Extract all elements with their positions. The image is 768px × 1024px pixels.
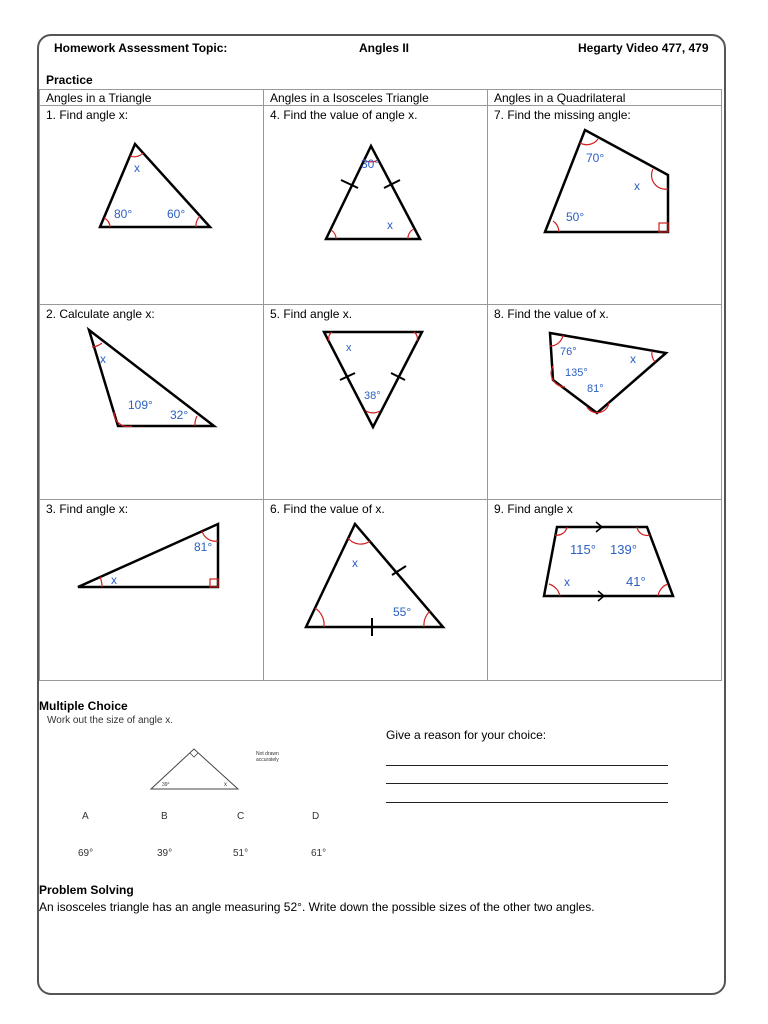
problem-solving-text: An isosceles triangle has an angle measuring 52°. Write down the possible sizes of the other two angles.: [39, 900, 595, 914]
reason-prompt: Give a reason for your choice:: [386, 728, 547, 742]
column-header: Angles in a Triangle: [46, 91, 152, 105]
column-divider: [487, 89, 488, 681]
svg-text:x: x: [634, 179, 640, 193]
question-label: 9. Find angle x: [494, 502, 573, 516]
svg-text:139°: 139°: [610, 542, 637, 557]
svg-text:30°: 30°: [361, 157, 380, 171]
topic-label: Homework Assessment Topic:: [54, 41, 228, 55]
q8-quadrilateral-figure: [545, 328, 670, 418]
svg-text:x: x: [564, 575, 570, 589]
svg-text:80°: 80°: [114, 207, 133, 221]
svg-text:x: x: [352, 556, 358, 570]
q1-triangle-figure: [90, 135, 220, 235]
svg-text:41°: 41°: [626, 574, 646, 589]
svg-text:115°: 115°: [570, 542, 596, 557]
q3-right-triangle-figure: [72, 520, 224, 594]
question-label: 1. Find angle x:: [46, 108, 129, 122]
q2-obtuse-triangle-figure: [82, 325, 222, 433]
row-divider: [39, 105, 722, 106]
svg-text:135°: 135°: [565, 367, 588, 379]
q7-quadrilateral-figure: [540, 125, 675, 237]
q5-isosceles-figure: [318, 325, 428, 435]
q4-isosceles-figure: [316, 140, 431, 245]
svg-text:x: x: [387, 218, 393, 232]
row-divider: [39, 499, 722, 500]
svg-text:50°: 50°: [566, 210, 585, 224]
option-letter[interactable]: C: [237, 811, 245, 822]
svg-text:x: x: [100, 352, 106, 366]
mc-triangle-figure: [145, 743, 245, 795]
question-label: 8. Find the value of x.: [494, 307, 609, 321]
option-value[interactable]: 51°: [233, 848, 249, 859]
svg-text:x: x: [630, 352, 636, 366]
q6-triangle-figure: [300, 518, 450, 640]
svg-text:81°: 81°: [194, 540, 213, 554]
svg-text:38°: 38°: [364, 390, 381, 402]
svg-text:109°: 109°: [128, 398, 153, 412]
question-label: 2. Calculate angle x:: [46, 307, 155, 321]
option-value[interactable]: 39°: [157, 848, 173, 859]
question-label: 7. Find the missing angle:: [494, 108, 631, 122]
svg-text:39°: 39°: [162, 782, 170, 788]
column-header: Angles in a Quadrilateral: [494, 91, 626, 105]
mc-prompt: Work out the size of angle x.: [47, 715, 173, 726]
topic-title: Angles II: [359, 41, 410, 55]
q9-trapezium-figure: [540, 522, 680, 602]
practice-heading: Practice: [46, 73, 93, 87]
svg-text:70°: 70°: [586, 151, 605, 165]
svg-text:60°: 60°: [167, 207, 186, 221]
option-value[interactable]: 69°: [78, 848, 94, 859]
option-value[interactable]: 61°: [311, 848, 327, 859]
option-letter[interactable]: D: [312, 811, 320, 822]
svg-text:55°: 55°: [393, 605, 412, 619]
question-label: 3. Find angle x:: [46, 502, 129, 516]
column-header: Angles in a Isosceles Triangle: [270, 91, 429, 105]
svg-text:76°: 76°: [560, 346, 577, 358]
answer-line[interactable]: [386, 783, 668, 784]
video-reference: Hegarty Video 477, 479: [578, 41, 709, 55]
question-label: 6. Find the value of x.: [270, 502, 385, 516]
answer-line[interactable]: [386, 802, 668, 803]
svg-text:x: x: [111, 573, 117, 587]
svg-text:x: x: [346, 342, 352, 354]
multiple-choice-heading: Multiple Choice: [39, 699, 128, 713]
not-drawn-note: Not drawn accurately: [256, 751, 279, 763]
svg-text:32°: 32°: [170, 408, 189, 422]
problem-solving-heading: Problem Solving: [39, 883, 134, 897]
svg-text:x: x: [224, 782, 227, 788]
question-label: 5. Find angle x.: [270, 307, 353, 321]
answer-line[interactable]: [386, 765, 668, 766]
question-label: 4. Find the value of angle x.: [270, 108, 418, 122]
svg-text:x: x: [134, 161, 140, 175]
column-divider: [263, 89, 264, 681]
option-letter[interactable]: A: [82, 811, 89, 822]
svg-text:81°: 81°: [587, 383, 604, 395]
option-letter[interactable]: B: [161, 811, 168, 822]
row-divider: [39, 304, 722, 305]
